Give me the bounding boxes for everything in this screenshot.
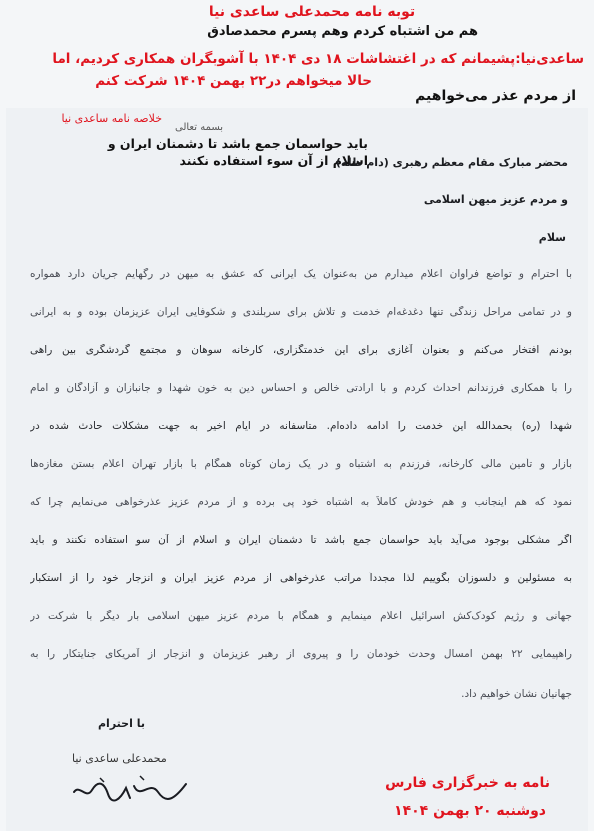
body-line: نمود که هم اینجانب و هم خودش کاملاً به اشتباه خود پی برده و از مردم عزیز عذرخواهی می‌نمایم چرا که: [30, 496, 572, 508]
signer-name: محمدعلی ساعدی نیا: [72, 752, 167, 765]
body-line: اگر مشکلی بوجود می‌آید باید حواسمان جمع باشد تا دشمنان ایران و اسلام از آن سو استفاده نکنند و باید: [30, 534, 572, 546]
bismillah: بسمه تعالی: [175, 122, 224, 133]
body-line: بودنم افتخار می‌کنم و بعنوان آغازی برای این خدمتگزاری، کارخانه سوهان و مجتمع گردشگری بین راهی: [30, 344, 572, 356]
body-line: راهپیمایی ۲۲ بهمن امسال وحدت خودمان را و پیروی از رهبر عزیزمان و انزجار از آمریکای جنایتکار را به: [30, 648, 572, 660]
signature-icon: [70, 770, 190, 808]
footer-source: نامه به خبرگزاری فارس: [385, 775, 550, 791]
overlay-subtitle: هم من اشتباه کردم وهم پسرم محمدصادق: [207, 24, 478, 39]
summary-label: خلاصه نامه ساعدی نیا: [61, 112, 162, 125]
body-line: شهدا (ره) بحمدالله این خدمت را ادامه داده‌ام. متاسفانه در ایام اخیر به جهت مشکلات حادث شده در: [30, 420, 572, 432]
body-line: را با همکاری فرزندانم احداث کردم و با ارادتی خالص و احساس دین به خون شهدا و جانبازان و آزادگان و امام: [30, 382, 572, 394]
overlay-red-line-2: حالا میخواهم در۲۲ بهمن ۱۴۰۴ شرکت کنم: [95, 73, 372, 89]
body-line: به مسئولین و دلسوزان بگوییم لذا مجدداً مراتب عذرخواهی از مردم عزیز ایران و انزجار خود را از استکبار: [30, 572, 572, 584]
overlay-note-line-1: باید حواسمان جمع باشد تا دشمنان ایران و: [107, 136, 368, 151]
salutation-people: و مردم عزیز میهن اسلامی: [423, 193, 568, 206]
salutation-leader: محضر مبارک مقام معظم رهبری (دام ظله): [335, 156, 568, 169]
body-line-last: جهانیان نشان خواهیم داد.: [461, 688, 572, 700]
closing: با احترام: [98, 717, 145, 730]
body-line: و در تمامی مراحل زندگی تنها دغدغه‌ام خدمت و تلاش برای سربلندی و شکوفایی ایران عزیزمان بوده و به ایرانی: [30, 306, 572, 318]
overlay-note-line-2: اسلام از آن سوء استفاده نکنند: [179, 153, 368, 168]
body-line: جهانی و رژیم کودک‌کش اسرائیل اعلام مینمایم و همگام با مردم عزیز میهن اسلامی بار دیگر با شرکت در: [30, 610, 572, 622]
overlay-apology: از مردم عذر می‌خواهیم: [415, 88, 576, 104]
greeting: سلام: [538, 231, 566, 244]
footer-date: دوشنبه ۲۰ بهمن ۱۴۰۴: [394, 803, 546, 819]
body-line: با احترام و تواضع فراوان اعلام میدارم من به‌عنوان یک ایرانی که عشق به میهن در رگهایم جریان دارد همواره: [30, 268, 572, 280]
overlay-red-line-1: ساعدی‌نیا:پشیمانم که در اغتشاشات ۱۸ دی ۱۴۰۴ با آشوبگران همکاری کردیم، اما: [52, 51, 584, 67]
overlay-title: توبه نامه محمدعلی ساعدی نیا: [208, 4, 416, 20]
body-line: بازار و تأمین مالی کارخانه، فرزندم به اشتباه و در یک زمان کوتاه همگام با بازار تهران اعلام بستن مغازه‌ها: [30, 458, 572, 470]
